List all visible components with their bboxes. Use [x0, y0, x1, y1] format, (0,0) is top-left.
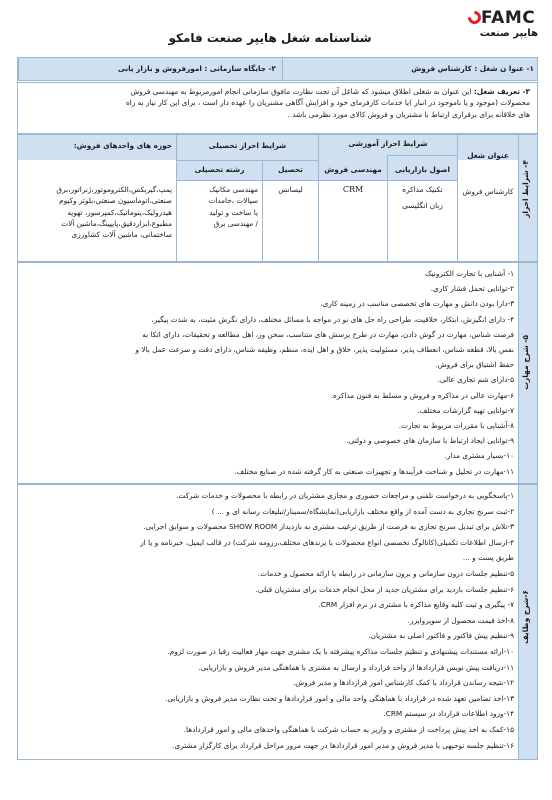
duties-list — [22, 488, 514, 753]
list-item: ۲-ثبت سرنخ تجاری به دست آمده از واقع مختلف بازاریابی(نمایشگاه/سمینار/تبلیغات رسانه ای و ... ) — [211, 506, 514, 516]
principles-value-2: زبان انگلیسی — [402, 201, 443, 210]
list-item: طریق پست و ... — [462, 553, 514, 563]
list-item: ۴- دارای انگیزش، ابتکار، خلاقیت، طراحی راه حل های نو در مواجه با مسائل مختلف، دارای نگرش مثبت، به شدت پیگیر، — [151, 314, 514, 324]
logo-subtitle: هایپر صنعت — [479, 28, 538, 39]
sales-eng-value: CRM — [342, 185, 364, 194]
org-position: ۲- جایگاه سازمانی : امورفروش و بازار یابی — [118, 64, 276, 73]
list-item: ۳-دارا بودن دانش و مهارت های تخصصی مناسب در زمینه کاری. — [320, 299, 514, 309]
definition-line: محصولات (موجود و یا ناموجود در انبار )یا خدمات کارفرمای خود و افزایش آگاهی مشتریان را عهده دار است ، برای این کار نیاز به راه — [125, 98, 530, 108]
list-item: ۴-ارسال اطلاعات تکمیلی(کاتالوگ تخصصی انواع محصولات با برندهای مختلف،رزومه شرکت) در قالب ایمیل، خبرنامه و یا از — [140, 537, 514, 547]
list-item: ۹-توانایی ایجاد ارتباط با سازمان های خصوصی و دولتی. — [346, 436, 514, 446]
list-item: ۸-آشنایی با مقررات مربوط به تجارت. — [398, 421, 514, 431]
list-item: نفس بالا، قطعه شناس، انعطاف پذیر، مسئولیت پذیر، خلاق و اهل ایده، منظم، وظیفه شناس، دارای دقت و سرعت عمل بالا و — [135, 345, 514, 355]
job-title: ۱- عنوا ن شغل : کارشناس فروش — [411, 64, 534, 73]
field-header: رشته تحصیلی — [194, 165, 245, 174]
list-item: ۸-اخذ قیمت محصول از سوپروایزر. — [407, 615, 514, 625]
definition-line: این عنوان به شغلی اطلاق میشود که شاغل آن تحت نظارت مافوق سازمانی انجام امورمربوط به مهندسی فروش — [130, 87, 474, 96]
job-title-value: کارشناس فروش — [462, 187, 514, 196]
list-item: ۷-توانایی تهیه گزارشات مختلف. — [417, 405, 514, 415]
education-header: شرایط احراز تحصیلی — [208, 141, 287, 150]
list-item: ۳-تلاش برای تبدیل سرنخ تجاری به فرصت از طریق ترغیب مشتری به بازدیداز SHOW ROOM محصولات و سوابق اجرایی. — [143, 522, 514, 532]
skills-side-label: ۵- شرح مهارت — [521, 335, 530, 390]
requirements-side-label: ۴- شرایط احراز — [521, 160, 530, 218]
list-item: ۱۶-تنظیم جلسه توجیهی با مدیر فروش و مدیر امور قراردادها در جهت مرور مراحل قرارداد برای کارگزار مشتری. — [172, 740, 514, 750]
list-item: ۱۰-ارائه مستندات پیشنهادی و تنظیم جلسات مذاکره پیشرفته با یک مشتری جهت مهار فعالیت رقبا در صورت لزوم. — [167, 646, 514, 656]
list-item: ۱۱-دریافت پیش نویس قراردادها از واحد قرارداد و ارسال به مشتری با هماهنگی مدیر فروش و بازاریابی. — [198, 662, 514, 672]
list-item: ۵-دارای شم تجاری عالی. — [437, 375, 514, 385]
sales-units-header: حوزه های واحدهای فروش: — [73, 141, 172, 150]
page-title: شناسنامه شغل هایپر صنعت فامکو — [168, 31, 372, 45]
list-item: ۲-توانایی تحمل فشار کاری. — [430, 284, 514, 294]
field-value: مهندسی مکانیک سیالات ،جامدات یا ساخت و تولید / مهندسی برق — [208, 185, 258, 228]
job-title-header: عنوان شغل — [467, 151, 509, 160]
principles-value-1: تکنیک مذاکره — [402, 185, 443, 194]
training-header: شرایط احراز آموزشی — [348, 139, 428, 148]
list-item: ۱۰-بسیار مشتری مدار. — [444, 451, 514, 461]
duties-side-label: ۶-شرح وظایف — [521, 590, 530, 645]
skills-list — [22, 266, 514, 479]
list-item: ۱- آشنایی با تجارت الکترونیک — [425, 269, 514, 278]
list-item: فرصت شناس، مهارت در گوش دادن، مهارت در طرح پرسش های متناسب، سخن ور، اهل مطالعه و تحقیقات، دارای اتکا به — [142, 329, 514, 339]
list-item: ۶-تنظیم جلسات بازدید برای مشتریان جدید از محل انجام خدمات برای مشتریان قبلی. — [255, 584, 514, 594]
list-item: ۱۴-ورود اطلاعات قرارداد در سیستم CRM. — [383, 709, 514, 719]
degree-value: لیسانس — [278, 185, 303, 194]
list-item: ۹-تنظیم پیش فاکتور و فاکتور اصلی به مشتریان. — [368, 631, 514, 641]
list-item: ۱۱-مهارت در تحلیل و شناخت فرآیندها و تجهیزات صنعتی به کار گرفته شده در صنایع مختلف. — [234, 466, 514, 476]
list-item: ۱۵-کمک به اخذ پیش پرداخت از مشتری و واریز به حساب شرکت با هماهنگی واحدهای مالی و امور قراردادها. — [183, 724, 514, 734]
list-item: ۱۲-نتیجه رساندن قرارداد با کمک کارشناس امور قراردادها و مدیر فروش. — [292, 678, 514, 688]
row1-divider — [282, 57, 283, 81]
definition-text — [18, 86, 530, 120]
list-item: ۶-مهارت عالی در مذاکره و فروش و مسلط به فنون مذاکره. — [330, 390, 514, 400]
list-item: ۱۳-اخذ تضامین تعهد شده در قرارداد با هماهنگی واحد مالی و امور قراردادها و تحت نظارت مدیر فروش و بازاریابی. — [165, 693, 514, 703]
definition-line: های خلاقانه برای برقراری ارتباط با مشتریان و فروش کالای مورد نظرمی باشد . — [287, 109, 530, 119]
list-item: ۱-پاسخگویی به درخواست تلفنی و مراجعات حضوری و مجازی مشتریان در رابطه با محصولات و خدمات شرکت. — [176, 491, 514, 500]
list-item: ۵-تنظیم جلسات درون سازمانی و برون سازمانی در رابطه با ارائه محصول و خدمات. — [257, 568, 514, 578]
sales-eng-header: مهندسی فروش — [324, 165, 382, 174]
list-item: حفظ اشتیاق برای فروش. — [435, 360, 514, 370]
famco-logo — [468, 8, 535, 28]
logo-text: FAMC — [481, 8, 536, 28]
principles-header: اصول بازاریابی — [395, 165, 450, 174]
list-item: ۷- پیگیری و ثبت کلیه وقایع مذاکره با مشتری در نرم افزار CRM. — [318, 600, 514, 610]
definition-label: ۳- تعریف شغل: — [473, 87, 530, 96]
degree-header: تحصیل — [278, 165, 303, 174]
sales-units-value: پمپ،گیربکس،الکتروموتور،ژنراتور،برق صنعتی،اتوماسیون صنعتی،بلوئر وکیوم هیدرولیک،پنوماتیک،کمپرسور، تهویه مطبوع،ابزاردقیق،پایپینگ،ماشین آلات ساختمانی، ماشین آلات کشاورزی — [56, 185, 172, 240]
